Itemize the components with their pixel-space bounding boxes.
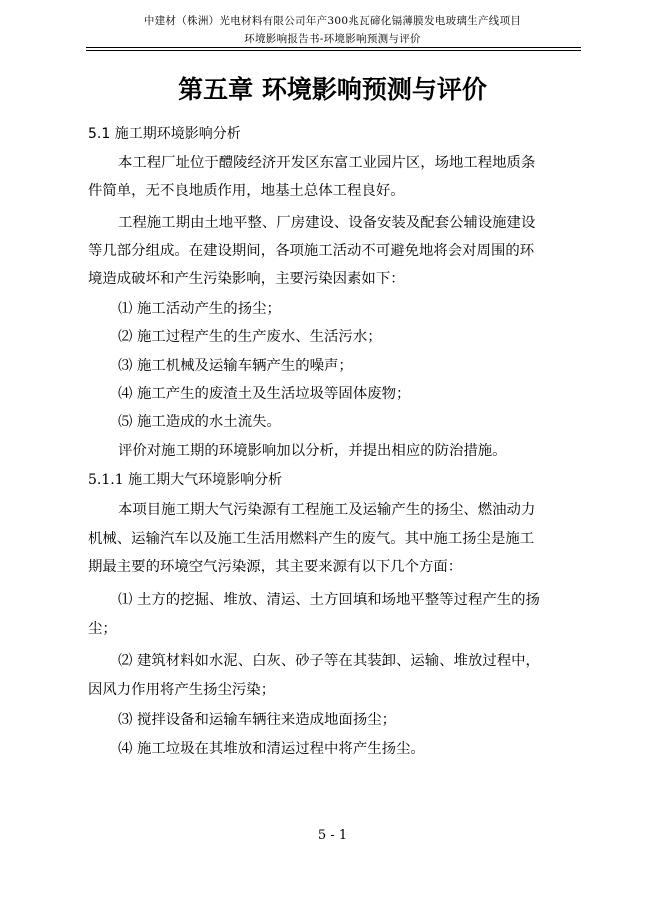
list-item: ⑵ 建筑材料如水泥、白灰、砂子等在其装卸、运输、堆放过程中， [118,653,540,669]
header-rule-thin [86,50,581,51]
list-item-continuation: 因风力作用将产生扬尘污染； [88,682,276,698]
list-item: ⑸ 施工造成的水土流失。 [118,414,281,430]
list-item: ⑶ 施工机械及运输车辆产生的噪声； [118,358,353,374]
chapter-title: 第五章 环境影响预测与评价 [178,75,487,104]
paragraph-line: 件简单，无不良地质作用，地基土总体工程良好。 [88,183,405,199]
section-heading-5-1-1: 5.1.1 施工期大气环境影响分析 [88,472,283,488]
list-item-continuation: 尘； [88,621,117,637]
paragraph-line: 期最主要的环境空气污染源，其主要来源有以下几个方面： [88,559,463,575]
list-item: ⑴ 施工活动产生的扬尘； [118,301,281,317]
header-chapter-subtitle: 环境影响报告书-环境影响预测与评价 [244,33,421,45]
list-item: ⑷ 施工产生的废渣土及生活垃圾等固体废物； [118,386,411,402]
section-heading-5-1: 5.1 施工期环境影响分析 [88,126,241,142]
paragraph-line: 评价对施工期的环境影响加以分析，并提出相应的防治措施。 [118,443,507,459]
list-item: ⑵ 施工过程产生的生产废水、生活污水； [118,329,382,345]
paragraph-line: 境造成破坏和产生污染影响，主要污染因素如下： [88,271,405,287]
paragraph-line: 本项目施工期大气污染源有工程施工及运输产生的扬尘、燃油动力 [118,502,536,518]
header-rule [86,47,581,48]
paragraph-line: 本工程厂址位于醴陵经济开发区东富工业园片区，场地工程地质条 [118,155,536,171]
list-item: ⑴ 土方的挖掘、堆放、清运、土方回填和场地平整等过程产生的扬 [118,592,540,608]
paragraph-line: 机械、运输汽车以及施工生活用燃料产生的废气。其中施工扬尘是施工 [88,531,535,547]
paragraph-line: 等几部分组成。在建设期间，各项施工活动不可避免地将会对周围的环 [88,243,535,259]
paragraph-line: 工程施工期由土地平整、厂房建设、设备安装及配套公辅设施建设 [118,215,536,231]
page-number: 5 - 1 [317,828,348,843]
header-project-title: 中建材（株洲）光电材料有限公司年产300兆瓦碲化镉薄膜发电玻璃生产线项目 [143,15,522,27]
list-item: ⑷ 施工垃圾在其堆放和清运过程中将产生扬尘。 [118,741,425,757]
list-item: ⑶ 搅拌设备和运输车辆往来造成地面扬尘； [118,712,396,728]
